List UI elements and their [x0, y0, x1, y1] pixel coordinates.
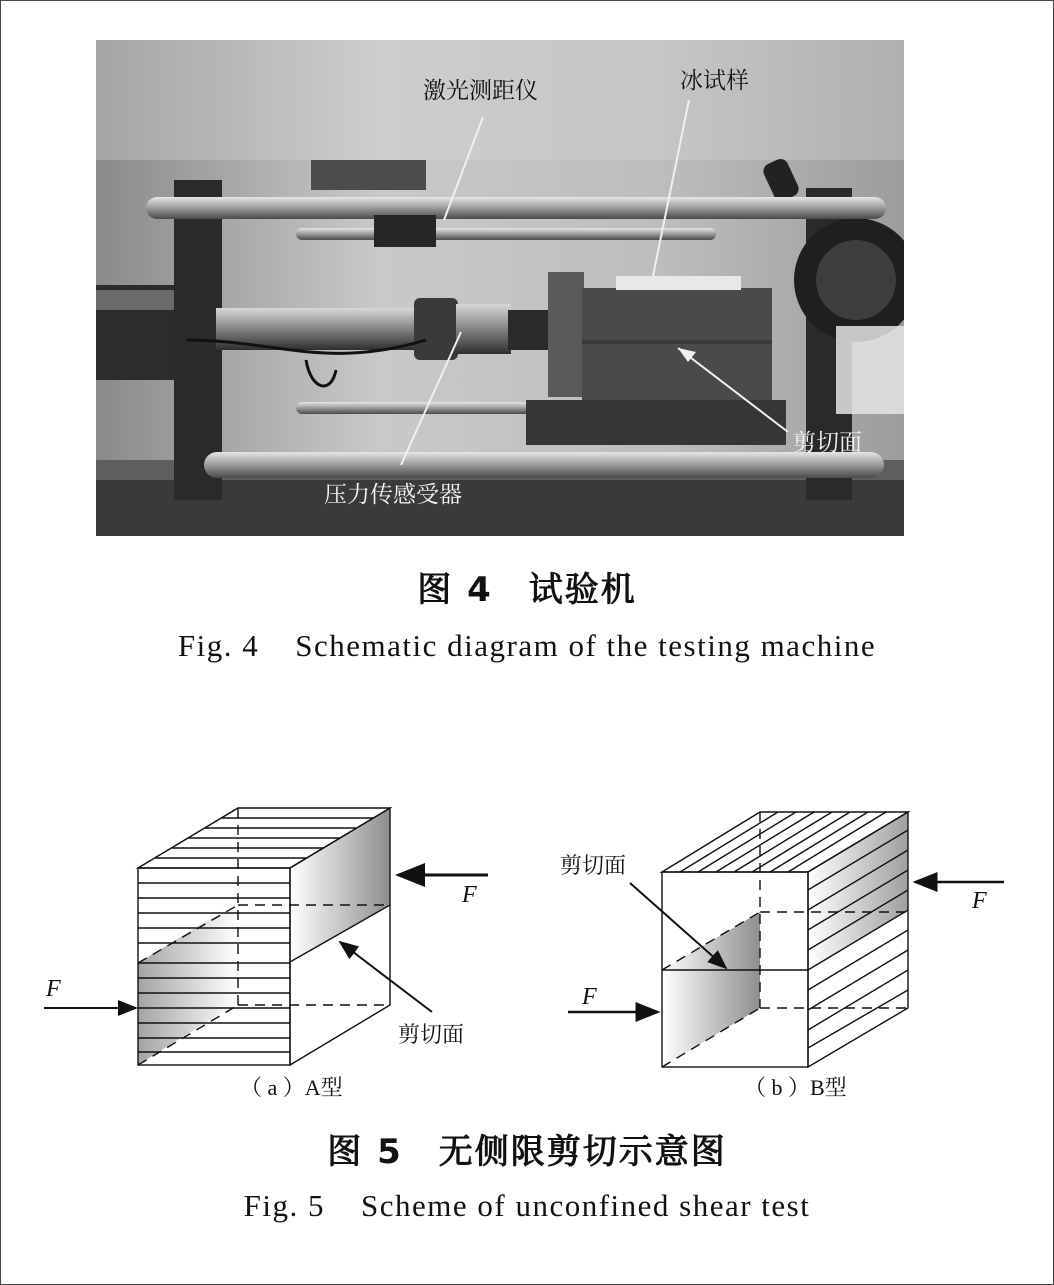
shear-plane-label-b: 剪切面: [560, 854, 627, 879]
diagram-a: [138, 808, 390, 1065]
fig4-caption-cn: [0, 562, 1054, 611]
fig5-title-en: Scheme of unconfined shear test: [360, 1188, 811, 1223]
label-ice-specimen: 冰试样: [680, 68, 749, 94]
testing-machine-photo: [96, 40, 904, 536]
fig4-caption-en: [0, 628, 1054, 664]
label-laser-rangefinder: 激光测距仪: [423, 78, 538, 104]
shear-arrow-a: [340, 942, 432, 1012]
label-shear-plane: 剪切面: [793, 430, 862, 456]
fig4-number-cn: 图 4: [417, 570, 493, 610]
diagram-b: [662, 812, 908, 1067]
force-label-b-left: F: [582, 984, 597, 1010]
shear-plane-label-a: 剪切面: [398, 1023, 465, 1048]
fig5-number-en: Fig. 5: [243, 1188, 325, 1223]
label-pressure-sensor: 压力传感受器: [324, 482, 462, 508]
force-label-b-right: F: [972, 888, 987, 914]
fig5-number-cn: 图 5: [327, 1132, 403, 1172]
fig5-title-cn: 无侧限剪切示意图: [438, 1132, 727, 1172]
fig4-title-en: Schematic diagram of the testing machine: [295, 628, 877, 663]
shear-scheme-diagram: [0, 790, 1054, 1110]
fig4-number-en: Fig. 4: [177, 628, 260, 663]
shear-arrow-b: [630, 883, 726, 968]
fig5-caption-en: [0, 1188, 1054, 1224]
subfigure-label-b: （ b ）B型: [744, 1075, 847, 1100]
force-label-a-left: F: [46, 976, 61, 1002]
fig4-title-cn: 试验机: [528, 570, 637, 610]
force-label-a-right: F: [462, 882, 477, 908]
fig5-caption-cn: [0, 1124, 1054, 1173]
subfigure-label-a: （ a ）A型: [240, 1075, 343, 1100]
